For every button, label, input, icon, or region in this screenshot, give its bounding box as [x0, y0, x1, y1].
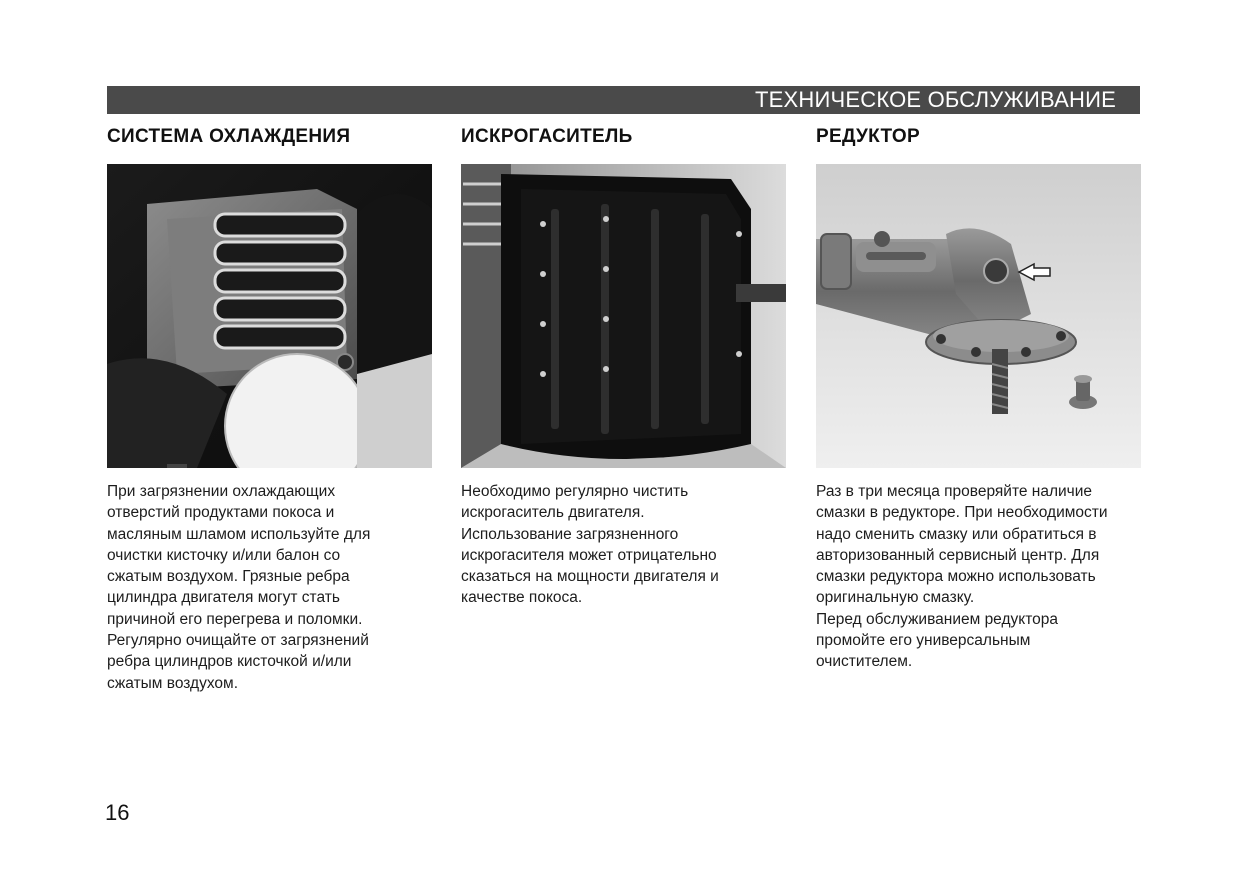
page-number: 16 — [105, 800, 130, 825]
cooling-system-text: При загрязнении охлаждающих отверстий продуктами покоса и масляным шламом используйте для очистки кисточку и/или балон со сжатым воздухом. Грязные ребра цилиндра двигателя могут стать причиной его перегрева и поломки. Регулярно очищайте от загрязнений ребра цилиндров кисточкой и/или сжатым воздухом. — [107, 483, 371, 692]
engine-cooling-fins-photo — [107, 164, 432, 468]
spark-arrestor-text: Необходимо регулярно чистить искрогаситель двигателя. Использование загрязненного искрогасителя может отрицательно сказаться на мощности двигателя и качестве покоса. — [461, 483, 719, 607]
section-title: ТЕХНИЧЕСКОЕ ОБСЛУЖИВАНИЕ — [755, 87, 1116, 112]
spark-arrestor-photo — [461, 164, 786, 468]
heading-spark-arrestor: ИСКРОГАСИТЕЛЬ — [461, 126, 633, 147]
heading-cooling-system: СИСТЕМА ОХЛАЖДЕНИЯ — [107, 126, 351, 147]
gearbox-photo — [816, 164, 1141, 468]
gearbox-text: Раз в три месяца проверяйте наличие смазки в редукторе. При необходимости надо сменить смазку или обратиться в авторизованный сервисный центр. Для смазки редуктора можно использовать оригинальную смазку. Перед обслуживанием редуктора промойте его универсальным очистителем. — [816, 483, 1108, 671]
section-header-bar — [107, 86, 1140, 114]
heading-gearbox: РЕДУКТОР — [816, 126, 920, 147]
